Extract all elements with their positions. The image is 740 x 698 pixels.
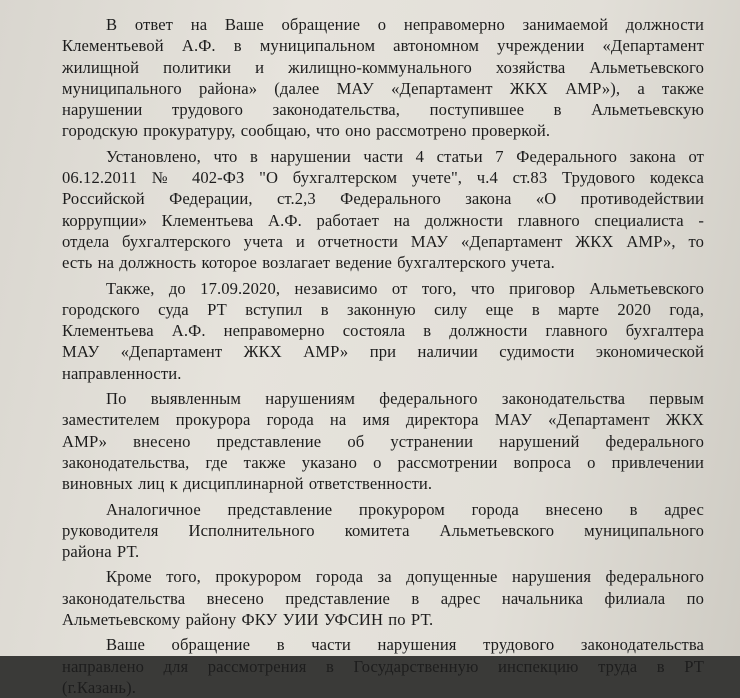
text-line: городскую прокуратуру, сообщаю, что оно рассмотрено проверкой. bbox=[62, 121, 551, 141]
text-line: отдела бухгалтерского учета и отчетности МАУ «Департамент ЖКХ АМР», то bbox=[62, 231, 704, 251]
text-line: Ваше обращение в части нарушения трудового законодательства bbox=[106, 635, 704, 655]
text-line: заместителем прокурора города на имя директора МАУ «Департамент ЖКХ bbox=[62, 410, 704, 430]
paragraph-4 bbox=[62, 388, 704, 494]
text-line: нарушении трудового законодательства, поступившее в Альметьевскую bbox=[62, 100, 704, 120]
text-line: По выявленным нарушениям федерального законодательства первым bbox=[106, 389, 704, 409]
text-line: городского суда РТ вступил в законную силу еще в марте 2020 года, bbox=[62, 299, 704, 319]
text-line: руководителя Исполнительного комитета Альметьевского муниципального bbox=[62, 520, 704, 540]
text-line: Установлено, что в нарушении части 4 статьи 7 Федерального закона от bbox=[106, 146, 704, 166]
paragraph-3 bbox=[62, 278, 704, 384]
text-line: Российской Федерации, ст.2,3 Федерального закона «О противодействии bbox=[62, 189, 704, 209]
paragraph-1 bbox=[62, 14, 704, 142]
text-line: муниципального района» (далее МАУ «Департамент ЖКХ АМР»), а также bbox=[62, 78, 704, 98]
text-line: МАУ «Департамент ЖКХ АМР» при наличии судимости экономической bbox=[62, 342, 704, 362]
text-line: (г.Казань). bbox=[62, 677, 136, 697]
paragraph-5 bbox=[62, 499, 704, 563]
text-line: района РТ. bbox=[62, 542, 140, 562]
text-line: Альметьевскому району ФКУ УИИ УФСИН по РТ. bbox=[62, 610, 434, 630]
text-line: виновных лиц к дисциплинарной ответственности. bbox=[62, 474, 433, 494]
text-line: есть на должность которое возлагает ведение бухгалтерского учета. bbox=[62, 253, 555, 273]
text-line: В ответ на Ваше обращение о неправомерно занимаемой должности bbox=[106, 15, 704, 34]
text-line: Аналогичное представление прокурором города внесено в адрес bbox=[106, 499, 704, 519]
text-line: Кроме того, прокурором города за допущенные нарушения федерального bbox=[106, 567, 704, 587]
paragraph-6 bbox=[62, 566, 704, 630]
text-line: АМР» внесено представление об устранении нарушений федерального bbox=[62, 431, 704, 451]
text-line: 06.12.2011 № 402-ФЗ "О бухгалтерском учете", ч.4 ст.83 Трудового кодекса bbox=[62, 168, 704, 188]
text-line: законодательства внесено представление в адрес начальника филиала по bbox=[62, 588, 704, 608]
text-line: Клементьевой А.Ф. в муниципальном автономном учреждении «Департамент bbox=[62, 36, 704, 56]
text-line: направленности. bbox=[62, 363, 182, 383]
text-line: коррупции» Клементьева А.Ф. работает на должности главного специалиста - bbox=[62, 210, 704, 230]
paragraph-2 bbox=[62, 146, 704, 274]
text-line: Также, до 17.09.2020, независимо от того, что приговор Альметьевского bbox=[106, 278, 704, 298]
text-line: жилищной политики и жилищно-коммунального хозяйства Альметьевского bbox=[62, 57, 704, 77]
text-line: направлено для рассмотрения в Государственную инспекцию труда в РТ bbox=[62, 656, 704, 676]
paragraph-7 bbox=[62, 634, 704, 698]
text-line: Клементьева А.Ф. неправомерно состояла в должности главного бухгалтера bbox=[62, 321, 704, 341]
text-line: законодательства, где также указано о рассмотрении вопроса о привлечении bbox=[62, 452, 704, 472]
